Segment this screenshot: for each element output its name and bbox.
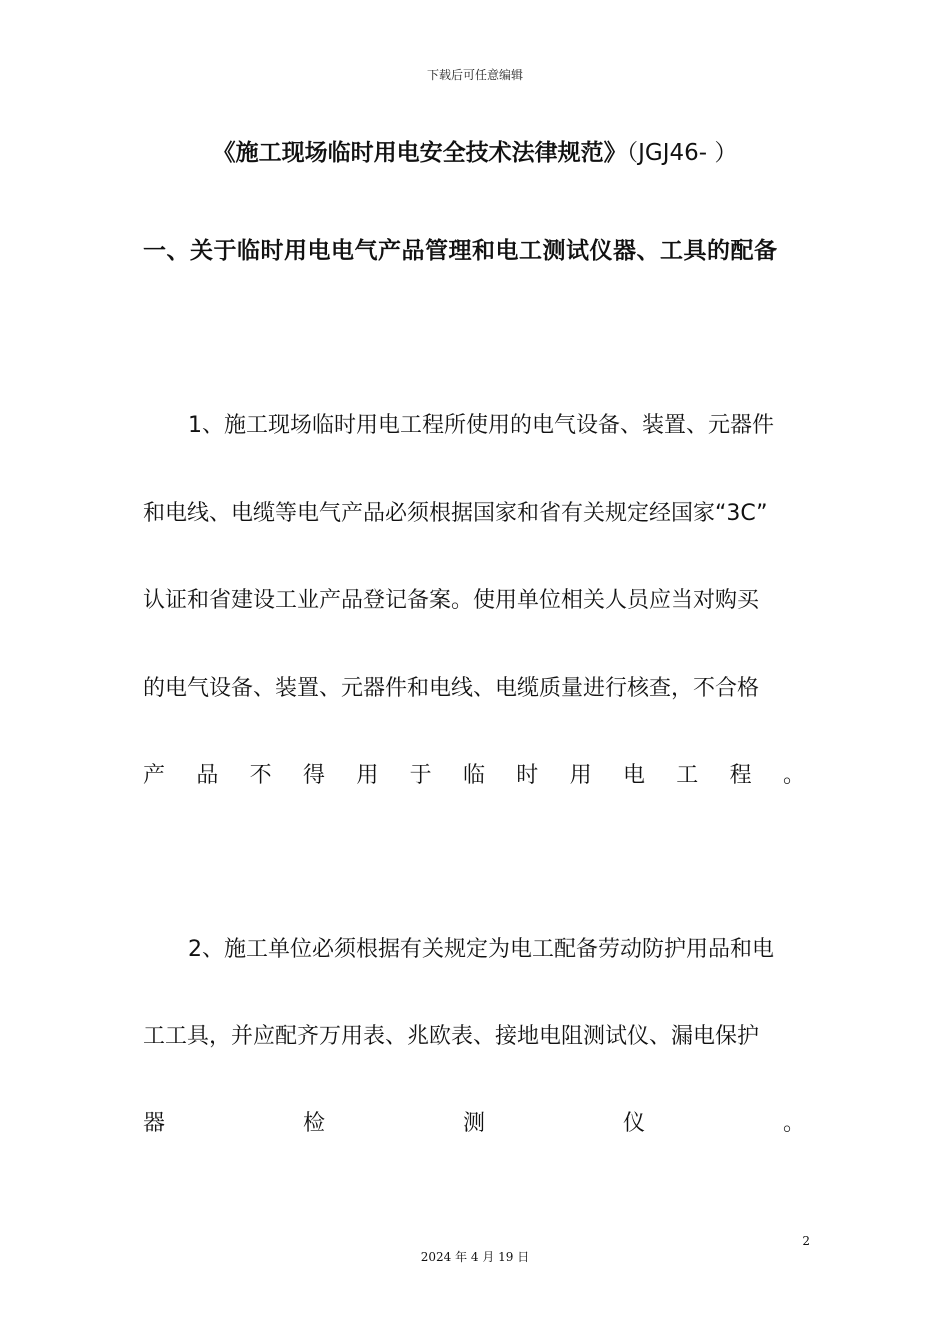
char: 工 [676,763,699,788]
char: 程 [729,763,752,788]
paragraph1-line-5 [143,758,805,789]
char: 器 [143,1111,166,1136]
char: 不 [249,763,272,788]
section-heading: 一、关于临时用电电气产品管理和电工测试仪器、工具的配备 [143,238,778,264]
header-note: 下载后可任意编辑 [426,68,523,82]
title-code: （JGJ46- ） [626,140,738,166]
char: 用 [356,763,379,788]
paragraph1-line-2: 和电线、电缆等电气产品必须根据国家和省有关规定经国家“3C” [143,501,768,526]
paragraph2-line-2: 工工具，并应配齐万用表、兆欧表、接地电阻测试仪、漏电保护 [143,1024,760,1049]
paragraph1-line-1: 1、施工现场临时用电工程所使用的电气设备、装置、元器件 [188,413,774,438]
char: 检 [302,1111,325,1136]
char: 测 [462,1111,485,1136]
paragraph2-line-3 [143,1106,805,1137]
char: 时 [516,763,539,788]
char: 用 [569,763,592,788]
char: 临 [462,763,485,788]
paragraph1-line-3: 认证和省建设工业产品登记备案。使用单位相关人员应当对购买 [143,588,760,613]
char: 。 [782,763,805,788]
paragraph2-line-1: 2、施工单位必须根据有关规定为电工配备劳动防护用品和电 [188,937,774,962]
char: 。 [782,1111,805,1136]
page-number: 2 [802,1234,810,1248]
document-title [0,134,950,167]
title-main: 《施工现场临时用电安全技术法律规范》 [212,140,627,166]
char: 产 [143,763,166,788]
char: 得 [302,763,325,788]
paragraph1-line-4: 的电气设备、装置、元器件和电线、电缆质量进行核查，不合格 [143,676,760,701]
char: 品 [196,763,219,788]
char: 电 [622,763,645,788]
char: 于 [409,763,432,788]
char: 仪 [622,1111,645,1136]
footer-date: 2024 年 4 月 19 日 [420,1250,530,1264]
